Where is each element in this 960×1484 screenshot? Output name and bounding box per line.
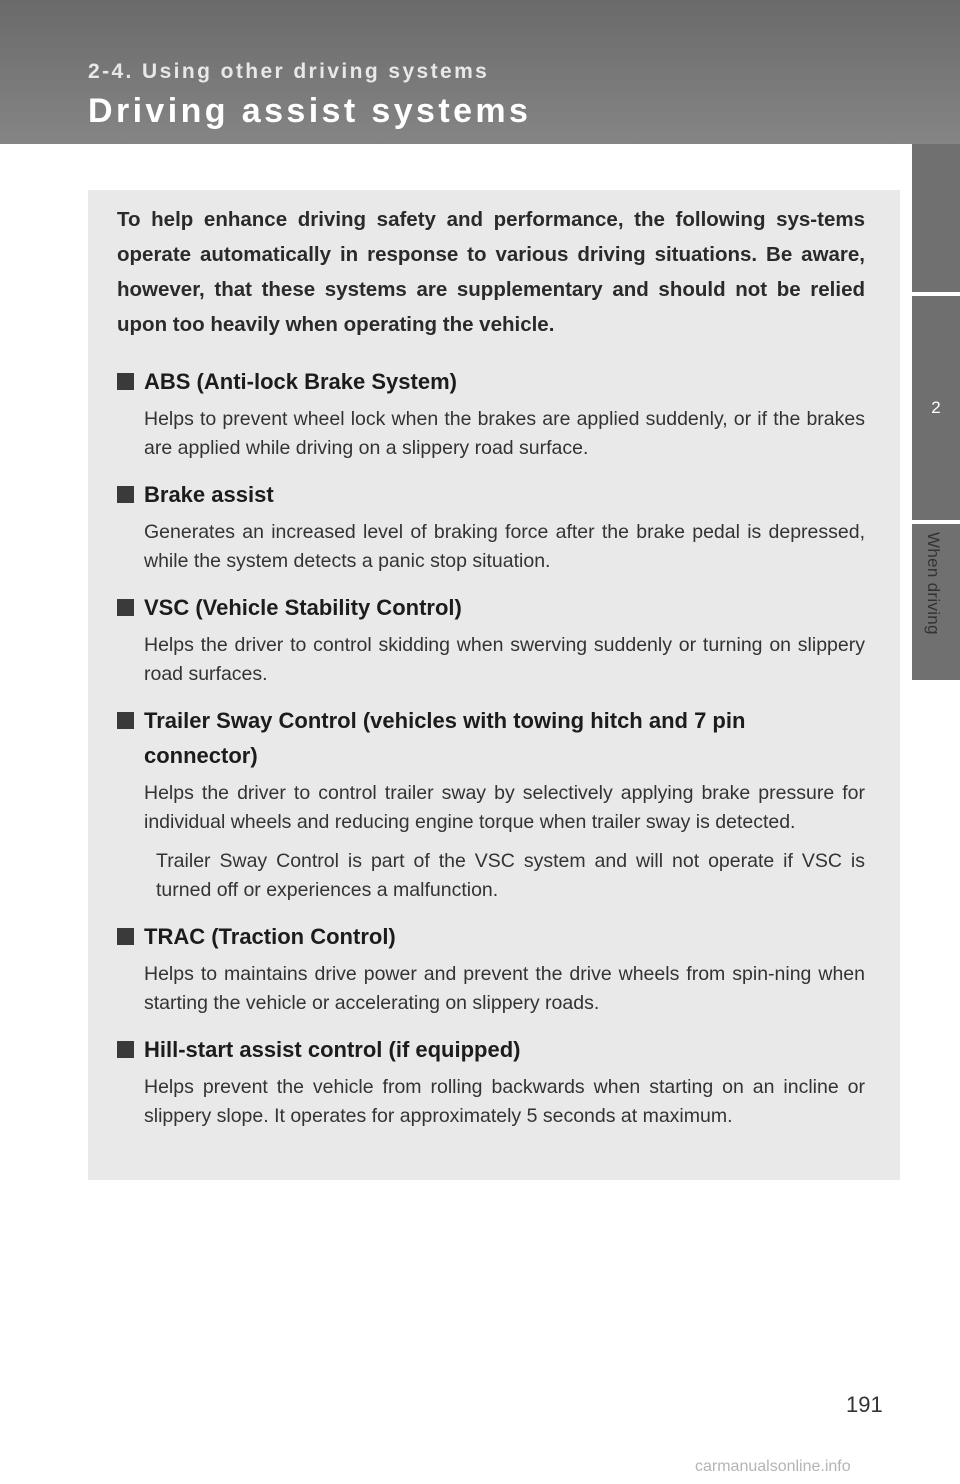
page-header xyxy=(0,0,960,144)
section-heading-text: ABS (Anti-lock Brake System) xyxy=(144,369,457,394)
square-bullet-icon xyxy=(117,373,134,390)
section-label: 2-4. Using other driving systems xyxy=(88,60,490,83)
watermark-text: carmanualsonline.info xyxy=(695,1458,851,1475)
section-hill-start-assist xyxy=(117,1032,865,1131)
section-abs xyxy=(117,364,865,463)
section-heading-text: Trailer Sway Control (vehicles with towing hitch and 7 pin connector) xyxy=(144,708,746,768)
section-description: Helps prevent the vehicle from rolling backwards when starting on an incline or slippery slope. It operates for approximately 5 seconds at maximum. xyxy=(144,1076,865,1127)
section-brake-assist xyxy=(117,477,865,576)
square-bullet-icon xyxy=(117,599,134,616)
section-heading xyxy=(117,1032,865,1067)
section-vsc xyxy=(117,590,865,689)
section-heading xyxy=(117,919,865,954)
square-bullet-icon xyxy=(117,928,134,945)
chapter-tab xyxy=(912,296,960,520)
page-title: Driving assist systems xyxy=(88,92,532,130)
section-description: Generates an increased level of braking force after the brake pedal is depressed, while the system detects a panic stop situation. xyxy=(144,521,865,572)
chapter-name: When driving xyxy=(924,532,943,635)
section-heading-text: Hill-start assist control (if equipped) xyxy=(144,1037,521,1062)
square-bullet-icon xyxy=(117,712,134,729)
chapter-number: 2 xyxy=(931,398,941,417)
section-description: Helps the driver to control trailer sway by selectively applying brake pressure for individual wheels and reducing engine torque when trailer sway is detected. xyxy=(144,782,865,833)
section-heading-text: VSC (Vehicle Stability Control) xyxy=(144,595,462,620)
side-tab-upper xyxy=(912,144,960,292)
section-heading-text: Brake assist xyxy=(144,482,274,507)
section-heading xyxy=(117,590,865,625)
page-number: 191 xyxy=(846,1392,883,1417)
section-trailer-sway-control xyxy=(117,703,865,905)
section-trac xyxy=(117,919,865,1018)
square-bullet-icon xyxy=(117,1041,134,1058)
section-heading xyxy=(117,364,865,399)
section-note: Trailer Sway Control is part of the VSC system and will not operate if VSC is turned off or experiences a malfunction. xyxy=(156,850,865,901)
section-heading xyxy=(117,477,865,512)
section-description: Helps to prevent wheel lock when the brakes are applied suddenly, or if the brakes are applied while driving on a slippery road surface. xyxy=(144,408,865,459)
section-description: Helps the driver to control skidding when swerving suddenly or turning on slippery road surfaces. xyxy=(144,634,865,685)
content-box xyxy=(88,190,900,1180)
intro-paragraph: To help enhance driving safety and performance, the following sys-tems operate automatically in response to various driving situations. Be aware, however, that these systems are supplementary and should not be relied upon too heavily when operating the vehicle. xyxy=(117,208,865,336)
section-heading-text: TRAC (Traction Control) xyxy=(144,924,396,949)
section-heading xyxy=(117,703,865,773)
square-bullet-icon xyxy=(117,486,134,503)
section-description: Helps to maintains drive power and prevent the drive wheels from spin-ning when starting the vehicle or accelerating on slippery roads. xyxy=(144,963,865,1014)
